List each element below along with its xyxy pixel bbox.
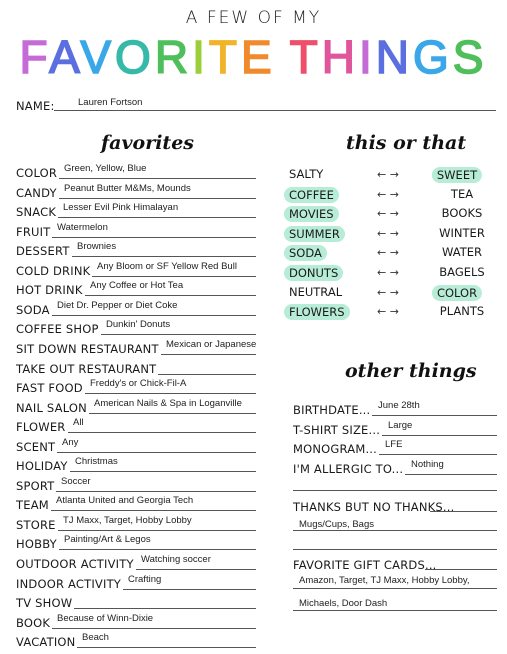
gift-cards-label: FAVORITE GIFT CARDS... <box>293 558 437 572</box>
favorite-value[interactable]: Freddy's or Chick-Fil-A <box>90 378 187 390</box>
arrows-icon: ← → <box>377 246 399 260</box>
option-right[interactable]: BAGELS <box>439 265 485 279</box>
favorite-label: DESSERT <box>16 244 70 259</box>
favorite-line <box>85 393 256 394</box>
title-letter: I <box>192 31 209 83</box>
favorite-label: CANDY <box>16 185 57 200</box>
favorite-value[interactable]: Watermelon <box>57 221 108 233</box>
favorite-label: TEAM <box>16 498 49 513</box>
favorite-value[interactable]: Because of Winn-Dixie <box>57 612 154 624</box>
option-left[interactable]: MOVIES <box>284 206 339 222</box>
other-value[interactable]: LFE <box>385 439 403 450</box>
favorite-value[interactable]: Mexican or Japanese <box>166 338 257 350</box>
option-right[interactable]: BOOKS <box>441 206 483 221</box>
favorite-label: TAKE OUT RESTAURANT <box>16 361 157 376</box>
title-letter: O <box>115 31 155 83</box>
arrows-icon: ← → <box>377 305 399 319</box>
other-line <box>379 454 497 455</box>
favorite-line <box>59 178 256 179</box>
favorite-line <box>74 608 256 609</box>
favorite-value[interactable]: Beach <box>82 632 109 644</box>
favorite-line <box>59 198 256 199</box>
title-letter: H <box>321 31 359 83</box>
thanks-line-3 <box>293 549 497 550</box>
option-right[interactable]: SWEET <box>432 167 482 183</box>
thanks-line <box>430 511 497 512</box>
favorite-line <box>68 432 256 433</box>
option-left[interactable]: NEUTRAL <box>289 284 343 299</box>
title-letter: V <box>80 31 116 83</box>
gift-cards-line-3 <box>293 610 497 611</box>
favorite-line <box>161 354 256 355</box>
favorite-label: COLD DRINK <box>16 263 91 278</box>
gift-cards-value-2[interactable]: Michaels, Door Dash <box>299 598 388 609</box>
favorite-label: HOLIDAY <box>16 459 68 474</box>
favorite-label: HOT DRINK <box>16 283 83 298</box>
other-value[interactable]: Large <box>388 419 413 431</box>
favorite-value[interactable]: All <box>73 417 84 429</box>
favorite-label: OUTDOOR ACTIVITY <box>16 557 134 571</box>
favorite-line <box>92 276 256 277</box>
favorite-label: SPORT <box>16 478 55 493</box>
favorite-line <box>101 334 256 335</box>
favorite-line <box>52 628 256 629</box>
favorite-value[interactable]: Painting/Art & Legos <box>64 534 151 546</box>
other-things-heading: other things <box>345 360 477 382</box>
other-line <box>372 415 497 416</box>
favorite-label: TV SHOW <box>16 596 73 611</box>
arrows-icon: ← → <box>377 187 399 201</box>
other-label: I'M ALLERGIC TO... <box>293 461 404 476</box>
gift-cards-value-1[interactable]: Amazon, Target, TJ Maxx, Hobby Lobby, <box>299 575 470 586</box>
favorite-value[interactable]: Any Bloom or SF Yellow Red Bull <box>97 260 237 272</box>
title-letter: T <box>208 31 241 83</box>
favorite-label: SCENT <box>16 439 56 454</box>
favorite-line <box>70 471 256 472</box>
favorite-label: HOBBY <box>16 537 57 552</box>
favorite-line <box>59 549 256 550</box>
favorite-line <box>136 569 256 570</box>
favorite-line <box>72 256 256 257</box>
title-letter: I <box>358 31 376 83</box>
title-letter: E <box>240 31 276 83</box>
favorite-label: SNACK <box>16 205 57 220</box>
header-title <box>0 30 507 84</box>
thanks-value[interactable]: Mugs/Cups, Bags <box>299 519 374 530</box>
option-left[interactable]: SUMMER <box>284 226 345 242</box>
other-line <box>405 474 497 475</box>
name-label: NAME: <box>16 99 55 113</box>
favorite-value[interactable]: Brownies <box>77 241 117 253</box>
favorite-value[interactable]: Soccer <box>61 475 91 487</box>
favorite-line <box>89 413 256 414</box>
name-line <box>54 110 496 111</box>
favorites-heading: favorites <box>101 132 194 154</box>
option-left[interactable]: COFFEE <box>284 187 339 203</box>
title-letter: A <box>49 31 81 83</box>
other-value[interactable]: June 28th <box>378 400 420 411</box>
option-left[interactable]: DONUTS <box>284 265 343 281</box>
favorite-line <box>51 510 256 511</box>
option-left[interactable]: SALTY <box>289 167 324 181</box>
name-value[interactable]: Lauren Fortson <box>78 97 143 108</box>
title-letter: F <box>19 31 50 83</box>
favorite-value[interactable]: Christmas <box>75 456 118 468</box>
favorite-value[interactable]: Any <box>62 436 79 448</box>
favorite-value[interactable]: Dunkin' Donuts <box>106 319 171 331</box>
favorite-label: STORE <box>16 517 56 532</box>
favorite-value[interactable]: Atlanta United and Georgia Tech <box>56 495 194 507</box>
favorite-value[interactable]: Watching soccer <box>141 554 211 565</box>
favorite-line <box>52 237 256 238</box>
title-letter: S <box>452 31 488 83</box>
arrows-icon: ← → <box>377 168 399 181</box>
other-line <box>382 435 497 436</box>
favorite-value[interactable]: Crafting <box>128 573 162 585</box>
favorite-line <box>85 295 256 296</box>
favorite-value[interactable]: Diet Dr. Pepper or Diet Coke <box>57 299 178 311</box>
title-letter: G <box>413 31 453 83</box>
favorite-label: FRUIT <box>16 224 51 239</box>
favorite-line <box>123 589 256 590</box>
favorite-value[interactable]: Green, Yellow, Blue <box>64 163 147 174</box>
gift-cards-line <box>425 569 497 570</box>
favorite-value[interactable]: American Nails & Spa in Loganville <box>94 397 242 409</box>
other-label: T-SHIRT SIZE... <box>293 422 381 437</box>
favorite-label: SIT DOWN RESTAURANT <box>16 341 159 356</box>
favorite-line <box>58 530 256 531</box>
favorite-label: BOOK <box>16 615 51 630</box>
favorite-value[interactable]: Any Coffee or Hot Tea <box>90 280 184 292</box>
thanks-label: THANKS BUT NO THANKS... <box>293 500 455 514</box>
favorite-line <box>58 217 256 218</box>
favorite-label: FAST FOOD <box>16 381 83 396</box>
favorite-label: FLOWER <box>16 420 66 435</box>
option-left[interactable]: SODA <box>284 245 327 261</box>
option-right[interactable]: WATER <box>442 245 482 260</box>
favorite-line <box>56 491 256 492</box>
title-letter: T <box>289 31 322 83</box>
arrows-icon: ← → <box>377 285 399 299</box>
other-label: MONOGRAM... <box>293 442 378 456</box>
option-right[interactable]: COLOR <box>432 285 482 301</box>
favorite-label: SODA <box>16 302 50 317</box>
favorite-label: COFFEE SHOP <box>16 322 99 337</box>
title-letter: N <box>375 31 413 83</box>
favorite-value[interactable]: TJ Maxx, Target, Hobby Lobby <box>63 514 192 526</box>
gift-cards-line-2 <box>293 588 497 589</box>
favorite-value[interactable]: Lesser Evil Pink Himalayan <box>63 202 179 214</box>
header-subtitle: A FEW OF MY <box>185 8 322 28</box>
other-value[interactable]: Nothing <box>411 458 444 470</box>
arrows-icon: ← → <box>377 266 399 279</box>
favorite-line <box>158 374 256 375</box>
arrows-icon: ← → <box>377 226 399 240</box>
other-label: BIRTHDATE... <box>293 403 371 417</box>
option-right[interactable]: WINTER <box>439 225 485 240</box>
favorite-value[interactable]: Peanut Butter M&Ms, Mounds <box>64 182 191 194</box>
option-right[interactable]: PLANTS <box>439 304 485 319</box>
thanks-line-2 <box>293 530 497 531</box>
favorite-label: VACATION <box>16 635 76 650</box>
favorite-label: INDOOR ACTIVITY <box>16 576 122 591</box>
favorite-line <box>52 315 256 316</box>
option-left[interactable]: FLOWERS <box>284 304 350 320</box>
favorite-line <box>57 452 256 453</box>
allergy-line-2 <box>293 490 497 491</box>
this-or-that-heading: this or that <box>346 132 467 154</box>
title-letter: R <box>154 31 193 83</box>
option-right[interactable]: TEA <box>450 186 474 201</box>
favorite-line <box>77 647 256 648</box>
favorite-label: COLOR <box>16 166 58 180</box>
favorite-label: NAIL SALON <box>16 400 87 415</box>
arrows-icon: ← → <box>377 207 399 221</box>
